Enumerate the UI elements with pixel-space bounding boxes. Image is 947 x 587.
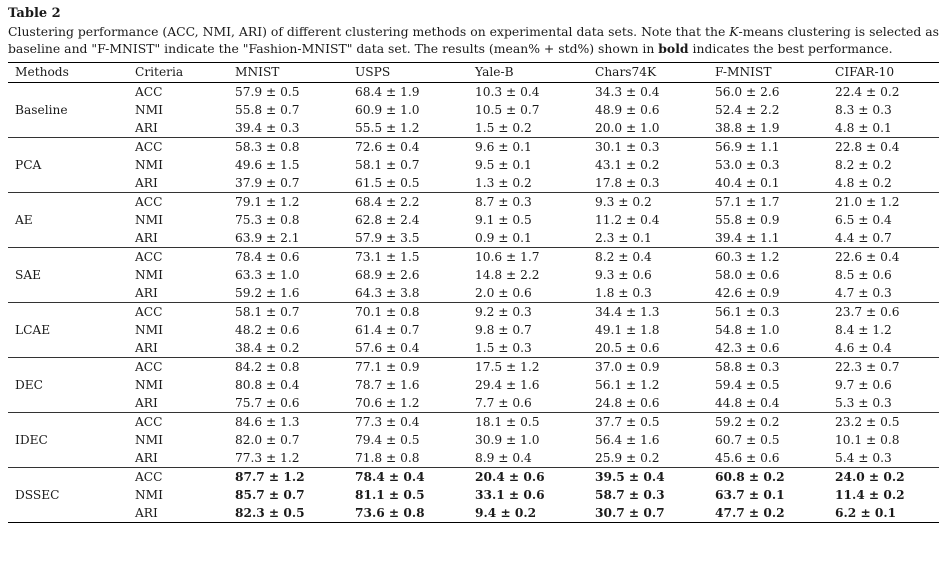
value-cell: 63.9 ± 2.1 (235, 231, 300, 245)
value-cell: 25.9 ± 0.2 (595, 451, 660, 465)
value-cell: 9.3 ± 0.2 (595, 195, 652, 209)
table-caption (8, 23, 939, 57)
value-cell: 70.1 ± 0.8 (355, 305, 420, 319)
criteria-cell: NMI (135, 213, 163, 227)
value-cell: 40.4 ± 0.1 (715, 176, 780, 190)
table-row (8, 339, 939, 358)
method-group-baseline (8, 83, 939, 138)
value-cell: 5.4 ± 0.3 (835, 451, 892, 465)
method-name: IDEC (15, 433, 48, 447)
value-cell: 57.1 ± 1.7 (715, 195, 780, 209)
table-row (8, 119, 939, 138)
table-row (8, 211, 939, 229)
value-cell: 22.3 ± 0.7 (835, 360, 900, 374)
value-cell: 52.4 ± 2.2 (715, 103, 780, 117)
criteria-cell: NMI (135, 378, 163, 392)
value-cell: 18.1 ± 0.5 (475, 415, 540, 429)
value-cell: 4.8 ± 0.1 (835, 121, 892, 135)
criteria-cell: ARI (135, 286, 158, 300)
value-cell: 1.3 ± 0.2 (475, 176, 532, 190)
value-cell: 23.2 ± 0.5 (835, 415, 900, 429)
value-cell: 70.6 ± 1.2 (355, 396, 420, 410)
value-cell: 9.6 ± 0.1 (475, 140, 532, 154)
value-cell: 58.1 ± 0.7 (355, 158, 420, 172)
value-cell: 20.4 ± 0.6 (475, 470, 545, 484)
value-cell: 64.3 ± 3.8 (355, 286, 420, 300)
value-cell: 7.7 ± 0.6 (475, 396, 532, 410)
value-cell: 63.3 ± 1.0 (235, 268, 300, 282)
method-name: Baseline (15, 103, 68, 117)
table-title: Table 2 (8, 6, 61, 21)
caption-text-3: indicates the best performance. (688, 41, 893, 56)
value-cell: 47.7 ± 0.2 (715, 506, 785, 520)
method-name: DSSEC (15, 488, 60, 502)
value-cell: 1.8 ± 0.3 (595, 286, 652, 300)
table-row (8, 321, 939, 339)
method-name: LCAE (15, 323, 51, 337)
value-cell: 58.0 ± 0.6 (715, 268, 780, 282)
caption-bold-word: bold (658, 41, 689, 56)
table-row (8, 358, 939, 377)
value-cell: 56.9 ± 1.1 (715, 140, 780, 154)
value-cell: 39.4 ± 1.1 (715, 231, 780, 245)
table-row (8, 376, 939, 394)
value-cell: 77.1 ± 0.9 (355, 360, 420, 374)
value-cell: 0.9 ± 0.1 (475, 231, 532, 245)
value-cell: 9.1 ± 0.5 (475, 213, 532, 227)
value-cell: 37.7 ± 0.5 (595, 415, 660, 429)
value-cell: 2.0 ± 0.6 (475, 286, 532, 300)
table-row (8, 193, 939, 212)
value-cell: 49.6 ± 1.5 (235, 158, 300, 172)
criteria-cell: NMI (135, 488, 163, 502)
value-cell: 38.4 ± 0.2 (235, 341, 300, 355)
value-cell: 43.1 ± 0.2 (595, 158, 660, 172)
value-cell: 87.7 ± 1.2 (235, 470, 305, 484)
table-row (8, 229, 939, 248)
method-group-pca (8, 138, 939, 193)
criteria-cell: ARI (135, 341, 158, 355)
value-cell: 6.2 ± 0.1 (835, 506, 897, 520)
header-f-mnist: F-MNIST (708, 63, 828, 83)
value-cell: 77.3 ± 1.2 (235, 451, 300, 465)
header-usps: USPS (348, 63, 468, 83)
criteria-cell: ARI (135, 121, 158, 135)
value-cell: 39.4 ± 0.3 (235, 121, 300, 135)
value-cell: 8.5 ± 0.6 (835, 268, 892, 282)
value-cell: 68.4 ± 1.9 (355, 85, 420, 99)
table-row (8, 468, 939, 487)
table-row (8, 156, 939, 174)
value-cell: 58.8 ± 0.3 (715, 360, 780, 374)
value-cell: 2.3 ± 0.1 (595, 231, 652, 245)
method-group-lcae (8, 303, 939, 358)
method-name: AE (15, 213, 33, 227)
value-cell: 79.4 ± 0.5 (355, 433, 420, 447)
value-cell: 56.0 ± 2.6 (715, 85, 780, 99)
value-cell: 14.8 ± 2.2 (475, 268, 540, 282)
header-methods: Methods (8, 63, 128, 83)
table-row (8, 83, 939, 102)
value-cell: 24.8 ± 0.6 (595, 396, 660, 410)
value-cell: 58.3 ± 0.8 (235, 140, 300, 154)
value-cell: 55.5 ± 1.2 (355, 121, 420, 135)
criteria-cell: ARI (135, 231, 158, 245)
value-cell: 21.0 ± 1.2 (835, 195, 900, 209)
value-cell: 75.3 ± 0.8 (235, 213, 300, 227)
value-cell: 57.6 ± 0.4 (355, 341, 420, 355)
value-cell: 34.3 ± 0.4 (595, 85, 660, 99)
criteria-cell: ARI (135, 176, 158, 190)
value-cell: 38.8 ± 1.9 (715, 121, 780, 135)
value-cell: 22.8 ± 0.4 (835, 140, 900, 154)
value-cell: 39.5 ± 0.4 (595, 470, 665, 484)
table-row (8, 248, 939, 267)
value-cell: 30.7 ± 0.7 (595, 506, 665, 520)
criteria-cell: NMI (135, 158, 163, 172)
value-cell: 60.7 ± 0.5 (715, 433, 780, 447)
value-cell: 42.3 ± 0.6 (715, 341, 780, 355)
value-cell: 10.3 ± 0.4 (475, 85, 540, 99)
value-cell: 17.5 ± 1.2 (475, 360, 540, 374)
criteria-cell: NMI (135, 323, 163, 337)
header-row (8, 63, 939, 83)
caption-k-italic: K (729, 24, 739, 39)
criteria-cell: ACC (135, 140, 163, 154)
value-cell: 60.3 ± 1.2 (715, 250, 780, 264)
criteria-cell: NMI (135, 433, 163, 447)
value-cell: 84.6 ± 1.3 (235, 415, 300, 429)
value-cell: 33.1 ± 0.6 (475, 488, 545, 502)
value-cell: 58.7 ± 0.3 (595, 488, 665, 502)
value-cell: 20.5 ± 0.6 (595, 341, 660, 355)
value-cell: 58.1 ± 0.7 (235, 305, 300, 319)
header-mnist: MNIST (228, 63, 348, 83)
value-cell: 42.6 ± 0.9 (715, 286, 780, 300)
table-row (8, 431, 939, 449)
value-cell: 72.6 ± 0.4 (355, 140, 420, 154)
value-cell: 4.6 ± 0.4 (835, 341, 892, 355)
value-cell: 4.8 ± 0.2 (835, 176, 892, 190)
value-cell: 54.8 ± 1.0 (715, 323, 780, 337)
caption-text-2: -means clustering is selected as baseline and "F-MNIST" indicate the "Fashion-MNIST" data set. The results (mean% + std%) shown in (8, 24, 939, 56)
value-cell: 61.5 ± 0.5 (355, 176, 420, 190)
method-group-idec (8, 413, 939, 468)
value-cell: 4.4 ± 0.7 (835, 231, 892, 245)
criteria-cell: ARI (135, 451, 158, 465)
value-cell: 73.1 ± 1.5 (355, 250, 420, 264)
value-cell: 59.2 ± 1.6 (235, 286, 300, 300)
value-cell: 22.4 ± 0.2 (835, 85, 900, 99)
results-table (8, 62, 939, 523)
table-row (8, 486, 939, 504)
value-cell: 84.2 ± 0.8 (235, 360, 300, 374)
value-cell: 20.0 ± 1.0 (595, 121, 660, 135)
value-cell: 82.3 ± 0.5 (235, 506, 305, 520)
value-cell: 8.3 ± 0.3 (835, 103, 892, 117)
value-cell: 34.4 ± 1.3 (595, 305, 660, 319)
value-cell: 57.9 ± 3.5 (355, 231, 420, 245)
value-cell: 57.9 ± 0.5 (235, 85, 300, 99)
criteria-cell: ACC (135, 250, 163, 264)
value-cell: 48.9 ± 0.6 (595, 103, 660, 117)
criteria-cell: ARI (135, 396, 158, 410)
value-cell: 48.2 ± 0.6 (235, 323, 300, 337)
caption-text-1: Clustering performance (ACC, NMI, ARI) of different clustering methods on experimental data sets. Note that the (8, 24, 730, 39)
value-cell: 37.9 ± 0.7 (235, 176, 300, 190)
value-cell: 9.3 ± 0.6 (595, 268, 652, 282)
method-group-ae (8, 193, 939, 248)
value-cell: 59.4 ± 0.5 (715, 378, 780, 392)
value-cell: 10.6 ± 1.7 (475, 250, 540, 264)
value-cell: 77.3 ± 0.4 (355, 415, 420, 429)
criteria-cell: NMI (135, 103, 163, 117)
criteria-cell: NMI (135, 268, 163, 282)
value-cell: 8.4 ± 1.2 (835, 323, 892, 337)
criteria-cell: ACC (135, 85, 163, 99)
table-row (8, 413, 939, 432)
method-name: PCA (15, 158, 42, 172)
table-row (8, 101, 939, 119)
value-cell: 9.4 ± 0.2 (475, 506, 537, 520)
value-cell: 63.7 ± 0.1 (715, 488, 785, 502)
value-cell: 10.1 ± 0.8 (835, 433, 900, 447)
criteria-cell: ARI (135, 506, 158, 520)
value-cell: 79.1 ± 1.2 (235, 195, 300, 209)
criteria-cell: ACC (135, 305, 163, 319)
value-cell: 22.6 ± 0.4 (835, 250, 900, 264)
value-cell: 75.7 ± 0.6 (235, 396, 300, 410)
value-cell: 24.0 ± 0.2 (835, 470, 905, 484)
method-name: SAE (15, 268, 42, 282)
value-cell: 78.7 ± 1.6 (355, 378, 420, 392)
value-cell: 29.4 ± 1.6 (475, 378, 540, 392)
value-cell: 62.8 ± 2.4 (355, 213, 420, 227)
method-group-dssec (8, 468, 939, 523)
value-cell: 55.8 ± 0.7 (235, 103, 300, 117)
value-cell: 23.7 ± 0.6 (835, 305, 900, 319)
value-cell: 56.1 ± 0.3 (715, 305, 780, 319)
value-cell: 11.2 ± 0.4 (595, 213, 660, 227)
header-chars74k: Chars74K (588, 63, 708, 83)
criteria-cell: ACC (135, 415, 163, 429)
value-cell: 71.8 ± 0.8 (355, 451, 420, 465)
criteria-cell: ACC (135, 360, 163, 374)
value-cell: 59.2 ± 0.2 (715, 415, 780, 429)
value-cell: 5.3 ± 0.3 (835, 396, 892, 410)
value-cell: 30.1 ± 0.3 (595, 140, 660, 154)
header-cifar-10: CIFAR-10 (828, 63, 939, 83)
header-criteria: Criteria (128, 63, 228, 83)
value-cell: 73.6 ± 0.8 (355, 506, 425, 520)
value-cell: 68.4 ± 2.2 (355, 195, 420, 209)
value-cell: 53.0 ± 0.3 (715, 158, 780, 172)
value-cell: 81.1 ± 0.5 (355, 488, 425, 502)
value-cell: 6.5 ± 0.4 (835, 213, 892, 227)
value-cell: 9.7 ± 0.6 (835, 378, 892, 392)
value-cell: 45.6 ± 0.6 (715, 451, 780, 465)
value-cell: 17.8 ± 0.3 (595, 176, 660, 190)
value-cell: 49.1 ± 1.8 (595, 323, 660, 337)
method-group-sae (8, 248, 939, 303)
value-cell: 82.0 ± 0.7 (235, 433, 300, 447)
value-cell: 11.4 ± 0.2 (835, 488, 905, 502)
criteria-cell: ACC (135, 470, 163, 484)
value-cell: 8.2 ± 0.2 (835, 158, 892, 172)
value-cell: 85.7 ± 0.7 (235, 488, 305, 502)
value-cell: 61.4 ± 0.7 (355, 323, 420, 337)
value-cell: 44.8 ± 0.4 (715, 396, 780, 410)
table-row (8, 394, 939, 413)
value-cell: 78.4 ± 0.4 (355, 470, 425, 484)
value-cell: 8.2 ± 0.4 (595, 250, 652, 264)
value-cell: 1.5 ± 0.2 (475, 121, 532, 135)
value-cell: 8.7 ± 0.3 (475, 195, 532, 209)
table-row (8, 303, 939, 322)
table-row (8, 266, 939, 284)
table-row (8, 449, 939, 468)
criteria-cell: ACC (135, 195, 163, 209)
value-cell: 10.5 ± 0.7 (475, 103, 540, 117)
value-cell: 60.9 ± 1.0 (355, 103, 420, 117)
value-cell: 4.7 ± 0.3 (835, 286, 892, 300)
table-row (8, 504, 939, 523)
value-cell: 55.8 ± 0.9 (715, 213, 780, 227)
value-cell: 30.9 ± 1.0 (475, 433, 540, 447)
table-row (8, 284, 939, 303)
table-row (8, 174, 939, 193)
value-cell: 60.8 ± 0.2 (715, 470, 785, 484)
value-cell: 78.4 ± 0.6 (235, 250, 300, 264)
value-cell: 56.1 ± 1.2 (595, 378, 660, 392)
method-name: DEC (15, 378, 43, 392)
value-cell: 68.9 ± 2.6 (355, 268, 420, 282)
value-cell: 80.8 ± 0.4 (235, 378, 300, 392)
value-cell: 37.0 ± 0.9 (595, 360, 660, 374)
value-cell: 9.8 ± 0.7 (475, 323, 532, 337)
value-cell: 8.9 ± 0.4 (475, 451, 532, 465)
value-cell: 1.5 ± 0.3 (475, 341, 532, 355)
method-group-dec (8, 358, 939, 413)
table-row (8, 138, 939, 157)
value-cell: 9.5 ± 0.1 (475, 158, 532, 172)
value-cell: 9.2 ± 0.3 (475, 305, 532, 319)
value-cell: 56.4 ± 1.6 (595, 433, 660, 447)
header-yale-b: Yale-B (468, 63, 588, 83)
